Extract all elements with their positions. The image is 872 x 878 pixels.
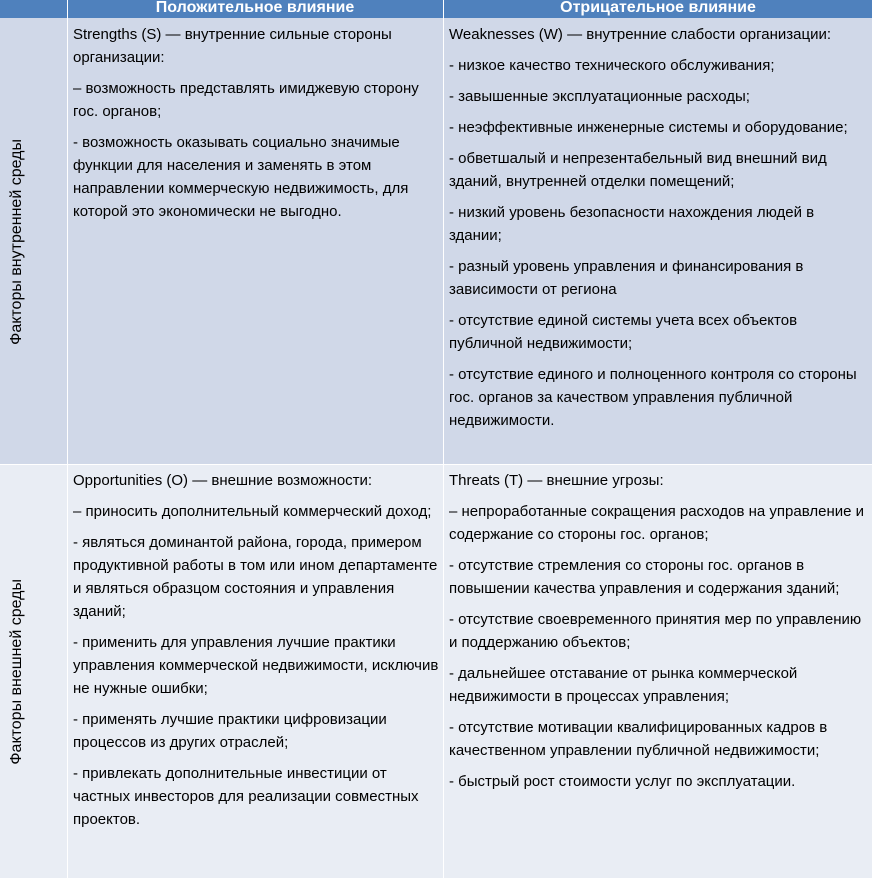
weaknesses-item: - отсутствие единого и полноценного контроля со стороны гос. органов за качеством управления публичной недвижимости. bbox=[449, 366, 857, 429]
threats-item: - дальнейшее отставание от рынка коммерческой недвижимости в процессах управления; bbox=[449, 665, 798, 705]
external-factors-label bbox=[0, 465, 34, 878]
opportunities-title: Opportunities (O) — внешние возможности: bbox=[73, 472, 373, 489]
weaknesses-item: - обветшалый и непрезентабельный вид внешний вид зданий, внутренней отделки помещений; bbox=[449, 150, 827, 190]
internal-factors-label-text: Факторы внутренней среды bbox=[8, 138, 25, 345]
negative-influence-header: Отрицательное влияние bbox=[560, 0, 756, 16]
row-divider bbox=[0, 464, 872, 465]
weaknesses-title: Weaknesses (W) — внутренние слабости организации: bbox=[449, 26, 832, 43]
strengths-title: Strengths (S) — внутренние сильные стороны организации: bbox=[73, 26, 392, 66]
internal-factors-label bbox=[0, 18, 34, 465]
strengths-item: - возможность оказывать социально значимые функции для населения и заменять в этом направлении коммерческую недвижимость, для которой это экономически не выгодно. bbox=[73, 134, 409, 220]
threats-item: - отсутствие мотивации квалифицированных кадров в качественном управлении публичной недвижимости; bbox=[449, 719, 828, 759]
weaknesses-item: - завышенные эксплуатационные расходы; bbox=[449, 88, 750, 105]
threats-item: – непроработанные сокращения расходов на управление и содержание со стороны гос. органов; bbox=[449, 503, 864, 543]
opportunities-item: - применить для управления лучшие практики управления коммерческой недвижимости, исключив не нужные ошибки; bbox=[73, 634, 439, 697]
threats-item: - отсутствие стремления со стороны гос. органов в повышении качества управления и содержания зданий; bbox=[449, 557, 840, 597]
column-divider bbox=[67, 0, 68, 878]
opportunities-item: – приносить дополнительный коммерческий доход; bbox=[73, 503, 432, 520]
threats-item: - быстрый рост стоимости услуг по эксплуатации. bbox=[449, 773, 796, 790]
weaknesses-item: - неэффективные инженерные системы и оборудование; bbox=[449, 119, 848, 136]
weaknesses-item: - низкое качество технического обслуживания; bbox=[449, 57, 775, 74]
threats-cell bbox=[449, 469, 867, 801]
threats-title: Threats (T) — внешние угрозы: bbox=[449, 472, 664, 489]
opportunities-item: - применять лучшие практики цифровизации процессов из других отраслей; bbox=[73, 711, 387, 751]
threats-item: - отсутствие своевременного принятия мер по управлению и поддержанию объектов; bbox=[449, 611, 862, 651]
strengths-cell bbox=[73, 23, 441, 231]
external-factors-label-text: Факторы внешней среды bbox=[8, 578, 25, 765]
opportunities-item: - привлекать дополнительные инвестиции от частных инвесторов для реализации совместных проектов. bbox=[73, 765, 419, 828]
positive-influence-header: Положительное влияние bbox=[155, 0, 355, 16]
opportunities-item: - являться доминантой района, города, примером продуктивной работы в том или ином департаменте и являться образцом состояния и управления зданий; bbox=[73, 534, 438, 620]
table-header bbox=[0, 0, 872, 18]
weaknesses-cell bbox=[449, 23, 867, 440]
weaknesses-item: - отсутствие единой системы учета всех объектов публичной недвижимости; bbox=[449, 312, 798, 352]
strengths-item: – возможность представлять имиджевую сторону гос. органов; bbox=[73, 80, 419, 120]
weaknesses-item: - низкий уровень безопасности нахождения людей в здании; bbox=[449, 204, 815, 244]
opportunities-cell bbox=[73, 469, 441, 839]
weaknesses-item: - разный уровень управления и финансирования в зависимости от региона bbox=[449, 258, 804, 298]
column-divider bbox=[443, 0, 444, 878]
